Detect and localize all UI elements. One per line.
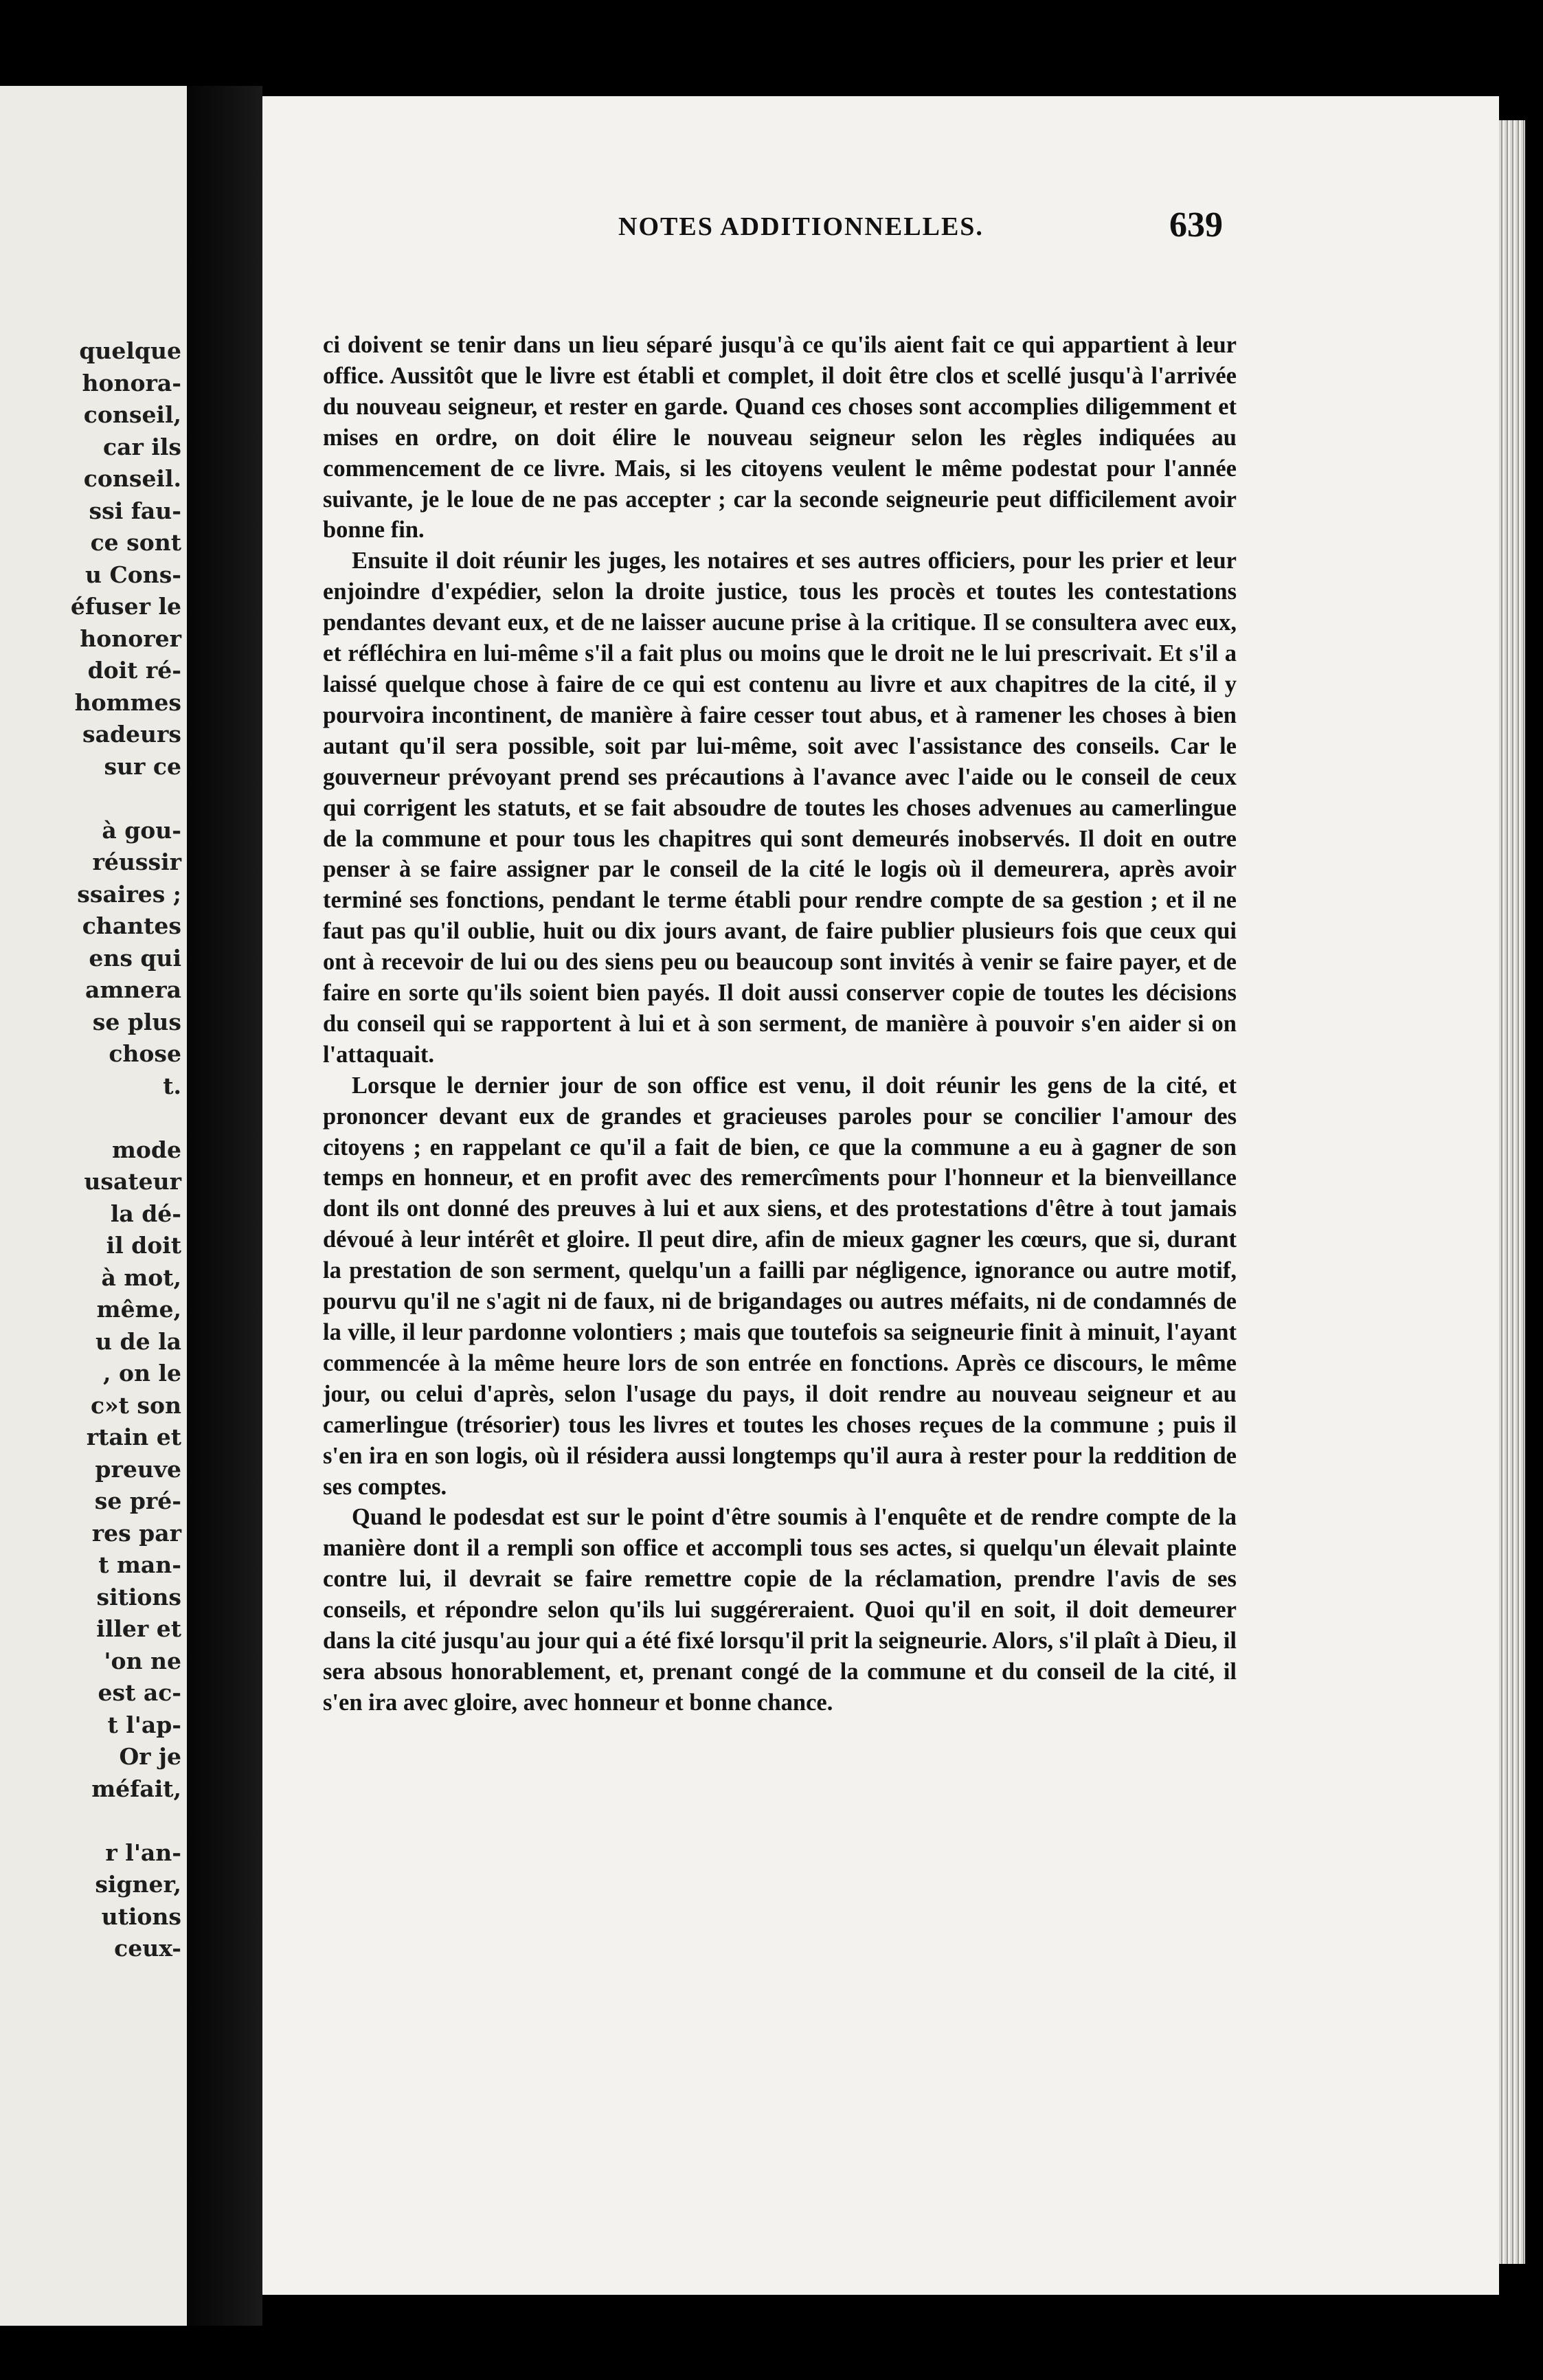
left-page-fragment: amnera bbox=[85, 976, 181, 1003]
left-page-fragment: sadeurs bbox=[82, 721, 181, 748]
page-number: 639 bbox=[1169, 205, 1223, 245]
left-page-fragment: preuve bbox=[95, 1455, 181, 1483]
left-page-fragment: réussir bbox=[92, 849, 181, 875]
left-page-fragment: Or je bbox=[119, 1743, 181, 1770]
left-page-fragment: t l'ap- bbox=[107, 1711, 181, 1738]
left-page-fragment: se plus bbox=[92, 1008, 181, 1035]
left-page-fragment: chantes bbox=[82, 912, 181, 939]
left-facing-page bbox=[0, 86, 187, 2326]
left-page-fragment: ssaires ; bbox=[77, 880, 181, 908]
left-page-fragment: doit ré- bbox=[87, 657, 181, 684]
left-page-fragment: signer, bbox=[95, 1871, 181, 1898]
left-page-fragment: c»t son bbox=[90, 1391, 181, 1419]
left-page-fragment: est ac- bbox=[98, 1679, 181, 1706]
left-page-fragment: la dé- bbox=[110, 1200, 181, 1227]
paragraph: Lorsque le dernier jour de son office est venu, il doit réunir les gens de la cité, et prononcer devant eux de grandes et gracieuses paroles pour se concilier l'amour des citoyens ; en rappelant ce qu'il a fait de bien, ce que la commune a eu à gagner de son temps en honneur, et en profit avec des remercîments pour l'honneur et la bienveillance dont ils ont donné des preuves à lui et aux siens, et des protestations d'être à tout jamais dévoué à leur intérêt et gloire. Il peut dire, afin de mieux gagner les cœurs, que si, durant la prestation de son serment, quelqu'un a failli par négligence, ignorance ou autre motif, pourvu qu'il ne s'agit ni de faux, ni de brigandages ou autres méfaits, ni de condamnés de la ville, il leur pardonne volontiers ; mais que toutefois sa seigneurie finit à minuit, l'ayant commencée à la même heure lors de son entrée en fonctions. Après ce discours, le même jour, ou celui d'après, selon l'usage du pays, il doit rendre au nouveau seigneur et au camerlingue (trésorier) tous les livres et toutes les choses reçues de la commune ; puis il s'en ira en son logis, où il résidera aussi longtemps qu'il aura à rester pour la reddition de ses comptes. bbox=[323, 1072, 1237, 1500]
left-page-fragment: même, bbox=[96, 1296, 181, 1323]
running-head: NOTES ADDITIONNELLES. bbox=[618, 212, 984, 241]
left-page-fragment: iller et bbox=[96, 1615, 181, 1642]
left-page-fragment: u de la bbox=[95, 1327, 181, 1355]
left-page-fragment: ens qui bbox=[89, 944, 181, 972]
left-page-fragment: quelque bbox=[79, 337, 181, 364]
page-header bbox=[261, 199, 1223, 247]
left-page-fragment: utions bbox=[101, 1902, 181, 1930]
left-page-fragment: u Cons- bbox=[85, 561, 181, 588]
left-page-fragment: éfuser le bbox=[70, 593, 181, 620]
left-page-fragment: r l'an- bbox=[105, 1839, 181, 1866]
left-page-fragment: conseil. bbox=[83, 465, 181, 492]
left-page-fragment: honorer bbox=[80, 625, 181, 652]
book-gutter bbox=[187, 86, 262, 2326]
left-page-fragment: sur ce bbox=[104, 752, 181, 780]
paragraph: Quand le podesdat est sur le point d'être soumis à l'enquête et de rendre compte de la manière dont il a rempli son office et accompli tous ses actes, si quelqu'un élevait plainte contre lui, il devrait se faire remettre copie de la réclamation, prendre l'avis de ses conseils, et répondre selon qu'ils lui suggéreraient. Quoi qu'il en soit, il doit demeurer dans la cité jusqu'au jour qui a été fixé lorsqu'il prit la seigneurie. Alors, s'il plaît à Dieu, il sera absous honorablement, et, prenant congé de la commune et du conseil de la cité, il s'en ira avec gloire, avec honneur et bonne chance. bbox=[323, 1504, 1237, 1716]
paragraph: Ensuite il doit réunir les juges, les notaires et ses autres officiers, pour les prier et leur enjoindre d'expédier, selon la droite justice, tous les procès et toutes les contestations pendantes devant eux, et de ne laisser aucune prise à la critique. Il se consultera avec eux, et réfléchira en lui-même s'il a fait plus ou moins que le droit ne le lui prescrivait. Et s'il a laissé quelque chose à faire de ce qui est contenu au livre et aux chapitres de la cité, il y pourvoira incontinent, de manière à faire cesser tout abus, et à ramener les choses à bien autant qu'il sera possible, soit par lui-même, soit avec l'assistance des conseils. Car le gouverneur prévoyant prend ses précautions à l'avance avec l'aide ou le conseil de ceux qui corrigent les statuts, et se fait absoudre de toutes les choses advenues au camerlingue de la commune et pour tous les chapitres qui sont demeurés inobservés. Il doit en outre penser à se faire assigner par le conseil de la cité le logis où il demeurera, après avoir terminé ses fonctions, pendant le terme établi pour rendre compte de sa gestion ; et il ne faut pas qu'il oublie, huit ou dix jours avant, de faire publier plusieurs fois que ceux qui ont à recevoir de lui ou des siens peu ou beaucoup sont invités à venir se faire payer, et de faire en sorte qu'ils soient bien payés. Il doit aussi conserver copie de toutes les décisions du conseil qui se rapportent à lui et à son serment, de manière à pouvoir s'en aider si on l'attaquait. bbox=[323, 548, 1237, 1068]
left-page-fragment: t. bbox=[163, 1072, 181, 1099]
left-page-fragment: à mot, bbox=[101, 1264, 181, 1291]
left-page-fragment: , on le bbox=[102, 1360, 181, 1387]
left-page-fragment: conseil, bbox=[83, 401, 181, 428]
left-page-fragment: sitions bbox=[96, 1583, 181, 1610]
left-page-fragment: à gou- bbox=[102, 816, 181, 844]
left-page-fragment: ceux- bbox=[114, 1935, 181, 1962]
left-page-fragment: hommes bbox=[74, 688, 181, 716]
body-text bbox=[323, 330, 1237, 1718]
left-page-fragment: rtain et bbox=[86, 1424, 181, 1450]
left-page-fragment: se pré- bbox=[94, 1488, 181, 1514]
left-page-fragment: res par bbox=[91, 1519, 181, 1547]
left-page-fragment: chose bbox=[109, 1040, 181, 1067]
left-page-fragment: il doit bbox=[106, 1232, 181, 1259]
left-page-fragment: usateur bbox=[84, 1168, 181, 1195]
left-page-fragment: 'on ne bbox=[104, 1647, 181, 1674]
left-page-fragment: ssi fau- bbox=[89, 497, 181, 524]
left-page-fragment: car ils bbox=[102, 433, 181, 460]
left-page-fragment: mode bbox=[112, 1136, 181, 1163]
left-page-fragment: t man- bbox=[98, 1551, 181, 1578]
paragraph: ci doivent se tenir dans un lieu séparé jusqu'à ce qu'ils aient fait ce qui appartient à leur office. Aussitôt que le livre est établi et complet, il doit être clos et scellé jusqu'à l'arrivée du nouveau seigneur, et rester en garde. Quand ces choses sont accomplies diligemment et mises en ordre, on doit élire le nouveau seigneur selon les règles indiquées au commencement de ce livre. Mais, si les citoyens veulent le même podestat pour l'année suivante, je le loue de ne pas accepter ; car la seconde seigneurie peut difficilement avoir bonne fin. bbox=[323, 332, 1237, 543]
page-edge bbox=[1499, 120, 1525, 2264]
left-page-fragment: méfait, bbox=[91, 1775, 181, 1802]
left-page-fragment: honora- bbox=[82, 369, 181, 396]
left-page-fragment: ce sont bbox=[90, 529, 181, 556]
